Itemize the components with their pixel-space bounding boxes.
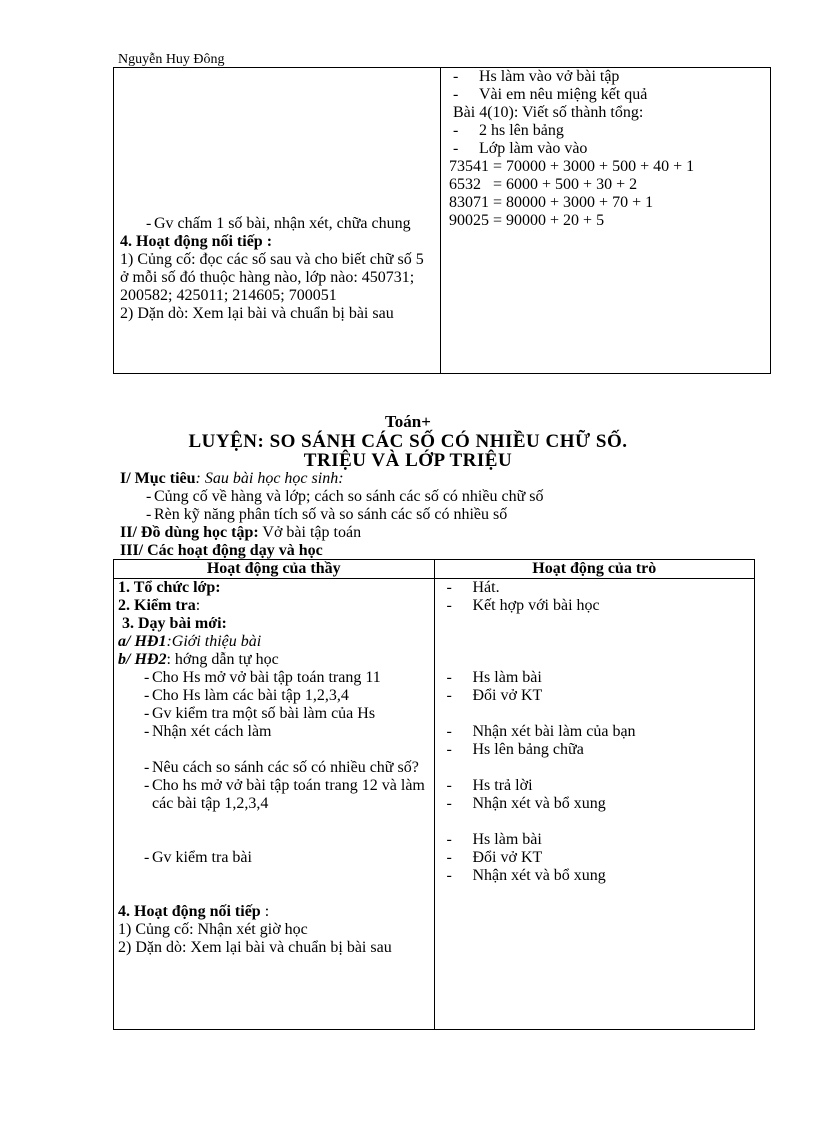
equation: 6532 = 6000 + 500 + 30 + 2 bbox=[449, 176, 638, 193]
subject-title: Toán+ bbox=[385, 412, 431, 431]
step-heading: 1. Tổ chức lớp: bbox=[118, 579, 221, 596]
list-item: - Hs làm bài bbox=[446, 831, 542, 848]
lesson-title bbox=[0, 432, 816, 470]
list-item: - Gv kiểm tra một số bài làm của Hs bbox=[144, 705, 376, 722]
list-item-text: Gv chấm 1 số bài, nhận xét, chữa chung bbox=[154, 215, 411, 232]
list-item: - Cho Hs làm các bài tập 1,2,3,4 bbox=[144, 687, 349, 704]
continuation-table bbox=[113, 67, 771, 374]
list-item: - Rèn kỹ năng phân tích số và so sánh các số có nhiều số bbox=[146, 506, 508, 523]
list-item: - Kết hợp với bài học bbox=[446, 597, 600, 614]
list-item: - Hát. bbox=[446, 579, 500, 596]
list-item: - Củng cố về hàng và lớp; cách so sánh các số có nhiều chữ số bbox=[146, 488, 544, 505]
materials-heading: II/ Đồ dùng học tập: Vở bài tập toán bbox=[120, 524, 362, 541]
lesson-title-line2: TRIỆU VÀ LỚP TRIỆU bbox=[303, 450, 513, 471]
cungco-text: 1) Củng cố: đọc các số sau và cho biết chữ số 5 ở mỗi số đó thuộc hàng nào, lớp nào: 450731; 200582; 425011; 214605; 700051 bbox=[120, 251, 424, 304]
list-item: - Đổi vở KT bbox=[446, 849, 543, 866]
list-item: - Đổi vở KT bbox=[446, 687, 543, 704]
section-heading: 4. Hoạt động nối tiếp : bbox=[118, 903, 270, 920]
list-marker: - bbox=[146, 215, 152, 232]
student-activities-cell bbox=[434, 579, 755, 1030]
equation: 90025 = 90000 + 20 + 5 bbox=[449, 212, 605, 229]
equation: 83071 = 80000 + 3000 + 70 + 1 bbox=[449, 194, 654, 211]
objectives-heading: I/ Mục tiêu: Sau bài học học sinh: bbox=[120, 470, 344, 487]
dando-text: 2) Dặn dò: Xem lại bài và chuẩn bị bài sau bbox=[118, 939, 392, 956]
list-item: - Cho hs mở vở bài tập toán trang 12 và làm các bài tập 1,2,3,4 bbox=[144, 777, 425, 812]
list-item: - Nhận xét và bổ xung bbox=[446, 867, 606, 884]
list-item: - Vài em nêu miệng kết quả bbox=[453, 86, 648, 103]
list-item: - Hs trả lời bbox=[446, 777, 533, 794]
section-heading: 4. Hoạt động nối tiếp : bbox=[120, 233, 273, 250]
author-name: Nguyễn Huy Đông bbox=[118, 52, 225, 67]
list-item: - Nhận xét cách làm bbox=[144, 723, 272, 740]
activity-line: b/ HĐ2: hớng dẫn tự học bbox=[118, 651, 279, 668]
step-heading: 3. Dạy bài mới: bbox=[122, 615, 227, 632]
continuation-teacher-cell bbox=[114, 68, 441, 374]
list-item: - Cho Hs mở vở bài tập toán trang 11 bbox=[144, 669, 381, 686]
list-item: - Hs làm bài bbox=[446, 669, 542, 686]
list-item: - Nhận xét và bổ xung bbox=[446, 795, 606, 812]
list-item: - Hs làm vào vở bài tập bbox=[453, 68, 620, 85]
activity-line: a/ HĐ1:Giới thiệu bài bbox=[118, 633, 262, 650]
student-column-header: Hoạt động của trò bbox=[434, 560, 755, 579]
list-item: - Hs lên bảng chữa bbox=[446, 741, 584, 758]
activities-table bbox=[113, 559, 755, 1030]
lesson-title-line1: LUYỆN: SO SÁNH CÁC SỐ CÓ NHIỀU CHỮ SỐ. bbox=[188, 431, 628, 452]
step-heading: 2. Kiểm tra: bbox=[118, 597, 201, 614]
equation: 73541 = 70000 + 3000 + 500 + 40 + 1 bbox=[449, 158, 695, 175]
objectives-list bbox=[120, 488, 740, 524]
dando-text: 2) Dặn dò: Xem lại bài và chuẩn bị bài sau bbox=[120, 305, 394, 322]
list-item: - Nêu cách so sánh các số có nhiều chữ số? bbox=[144, 759, 419, 776]
list-item: - Nhận xét bài làm của bạn bbox=[446, 723, 636, 740]
activities-heading: III/ Các hoạt động dạy và học bbox=[120, 542, 323, 559]
list-item: - 2 hs lên bảng bbox=[453, 122, 564, 139]
teacher-column-header: Hoạt động của thầy bbox=[114, 560, 435, 579]
continuation-student-cell bbox=[441, 68, 771, 374]
list-item: - Gv kiểm tra bài bbox=[144, 849, 252, 866]
cungco-text: 1) Củng cố: Nhận xét giờ học bbox=[118, 921, 308, 938]
list-item: - Lớp làm vào vào bbox=[453, 140, 588, 157]
exercise-title: Bài 4(10): Viết số thành tổng: bbox=[453, 104, 644, 121]
teacher-activities-cell bbox=[114, 579, 435, 1030]
list-item bbox=[120, 215, 436, 233]
